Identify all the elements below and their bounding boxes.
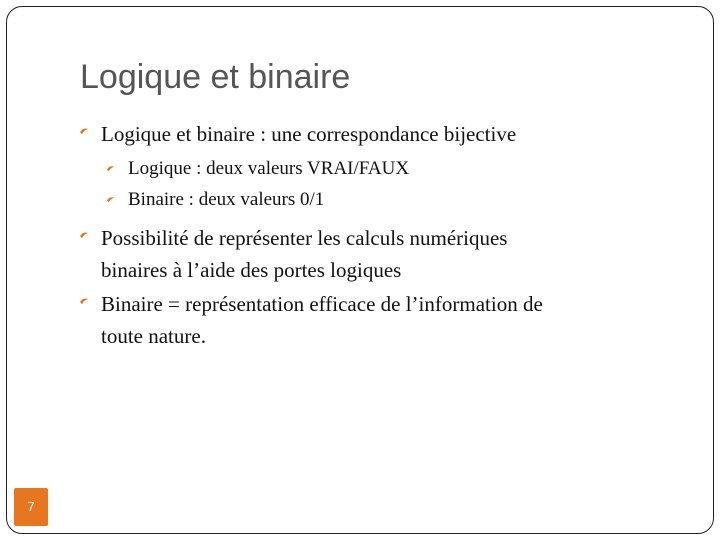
sub-bullet-item-2 (128, 188, 324, 212)
sub-bullet-item-1 (128, 157, 409, 181)
bullet-text-line-2: toute nature. (101, 324, 206, 348)
swoosh-bullet-icon (79, 230, 89, 240)
bullet-text-line-2: binaires à l’aide des portes logiques (101, 258, 402, 282)
swoosh-bullet-icon (79, 126, 89, 136)
swoosh-bullet-icon (106, 195, 115, 204)
bullet-text-line-1: Possibilité de représenter les calculs numériques (101, 226, 508, 250)
bullet-text: Logique et binaire : une correspondance bijective (101, 122, 517, 146)
bullet-item-1 (101, 118, 516, 150)
bullet-text-line-1: Binaire = représentation efficace de l’information de (101, 292, 543, 316)
swoosh-bullet-icon (79, 296, 89, 306)
page-number: 7 (27, 499, 35, 514)
slide-title: Logique et binaire (80, 58, 351, 96)
swoosh-bullet-icon (106, 164, 115, 173)
page-number-badge (14, 488, 48, 526)
sub-bullet-text: Logique : deux valeurs VRAI/FAUX (128, 158, 410, 179)
bullet-item-2 (101, 222, 507, 286)
sub-bullet-text: Binaire : deux valeurs 0/1 (128, 189, 325, 210)
bullet-item-3 (101, 288, 543, 352)
